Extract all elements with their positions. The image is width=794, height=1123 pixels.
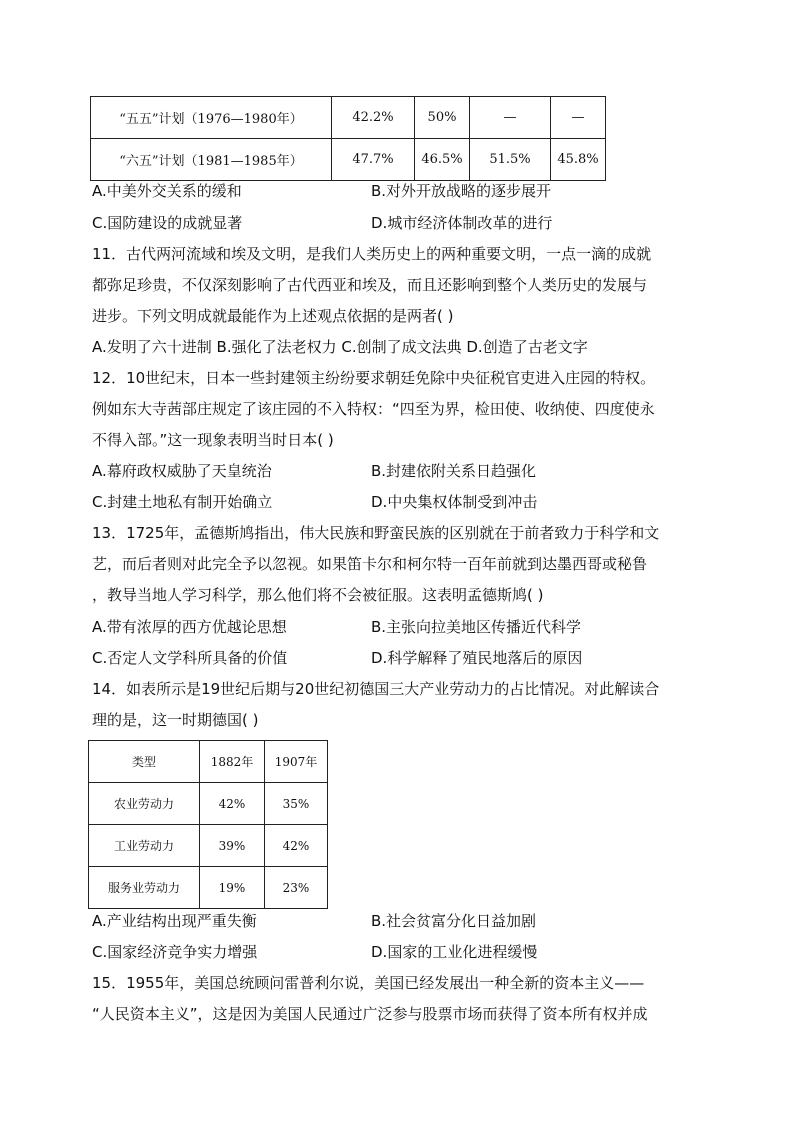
- q10-option-b: B.对外开放战略的逐步展开: [371, 182, 552, 200]
- table-cell: “六五”计划（1981—1985年）: [91, 139, 332, 181]
- q11-stem-line: 进步。下列文明成就最能作为上述观点依据的是两者( ): [92, 307, 454, 325]
- table-cell: 51.5%: [470, 139, 551, 181]
- q13-option-d: D.科学解释了殖民地落后的原因: [371, 649, 583, 667]
- q11-stem-line: 11．古代两河流域和埃及文明，是我们人类历史上的两种重要文明，一点一滴的成就: [92, 245, 652, 263]
- q14-option-d: D.国家的工业化进程缓慢: [371, 943, 538, 961]
- table-cell: —: [470, 97, 551, 139]
- q10-option-d: D.城市经济体制改革的进行: [371, 214, 553, 232]
- table-cell: 46.5%: [415, 139, 470, 181]
- table-cell: 42%: [265, 825, 328, 867]
- germany-labor-table: [88, 740, 328, 909]
- table-cell: 42.2%: [332, 97, 415, 139]
- q14-stem-line: 理的是，这一时期德国( ): [92, 711, 259, 729]
- table-header-row: [89, 741, 328, 783]
- table-cell: “五五”计划（1976—1980年）: [91, 97, 332, 139]
- table-cell: 50%: [415, 97, 470, 139]
- q13-option-b: B.主张向拉美地区传播近代科学: [371, 618, 582, 636]
- q13-option-a: A.带有浓厚的西方优越论思想: [92, 618, 287, 636]
- table-cell: 47.7%: [332, 139, 415, 181]
- table-row: [91, 97, 606, 139]
- table-cell: 工业劳动力: [89, 825, 200, 867]
- table-header-cell: 1907年: [265, 741, 328, 783]
- table-row: [89, 825, 328, 867]
- table-row: [89, 783, 328, 825]
- five-year-plan-table: [90, 96, 606, 181]
- q15-stem-line: “人民资本主义”，这是因为美国人民通过广泛参与股票市场而获得了资本所有权并成: [92, 1005, 648, 1023]
- q14-option-b: B.社会贫富分化日益加剧: [371, 912, 537, 930]
- table-cell: 服务业劳动力: [89, 867, 200, 909]
- q11-options: A.发明了六十进制 B.强化了法老权力 C.创制了成文法典 D.创造了古老文字: [92, 338, 588, 356]
- table-cell: 39%: [200, 825, 265, 867]
- q12-option-c: C.封建土地私有制开始确立: [92, 493, 273, 511]
- q14-option-c: C.国家经济竞争实力增强: [92, 943, 258, 961]
- q12-stem-line: 例如东大寺茜部庄规定了该庄园的不入特权：“四至为界，检田使、收纳使、四度使永: [92, 400, 655, 418]
- table-cell: 35%: [265, 783, 328, 825]
- table-cell: 农业劳动力: [89, 783, 200, 825]
- q13-stem-line: 艺，而后者则对此完全予以忽视。如果笛卡尔和柯尔特一百年前就到达墨西哥或秘鲁: [92, 555, 648, 573]
- table-cell: 42%: [200, 783, 265, 825]
- table-cell: 23%: [265, 867, 328, 909]
- table-cell: —: [551, 97, 606, 139]
- q13-stem-line: ，教导当地人学习科学，那么他们将不会被征服。这表明孟德斯鸠( ): [92, 586, 544, 604]
- q11-stem-line: 都弥足珍贵，不仅深刻影响了古代西亚和埃及，而且还影响到整个人类历史的发展与: [92, 276, 648, 294]
- table-cell: 19%: [200, 867, 265, 909]
- q14-stem-line: 14．如表所示是19世纪后期与20世纪初德国三大产业劳动力的占比情况。对此解读合: [92, 680, 660, 698]
- table-header-cell: 1882年: [200, 741, 265, 783]
- q10-option-a: A.中美外交关系的缓和: [92, 182, 242, 200]
- table-header-cell: 类型: [89, 741, 200, 783]
- table-row: [89, 867, 328, 909]
- q13-option-c: C.否定人文学科所具备的价值: [92, 649, 288, 667]
- table-cell: 45.8%: [551, 139, 606, 181]
- q10-option-c: C.国防建设的成就显著: [92, 214, 243, 232]
- q12-stem-line: 12．10世纪末，日本一些封建领主纷纷要求朝廷免除中央征税官吏进入庄园的特权。: [92, 369, 656, 387]
- q12-option-a: A.幕府政权威胁了天皇统治: [92, 462, 272, 480]
- q13-stem-line: 13．1725年，孟德斯鸠指出，伟大民族和野蛮民族的区别就在于前者致力于科学和文: [92, 524, 660, 542]
- q12-option-d: D.中央集权体制受到冲击: [371, 493, 538, 511]
- q12-stem-line: 不得入部。”这一现象表明当时日本( ): [92, 431, 334, 449]
- q14-option-a: A.产业结构出现严重失衡: [92, 912, 257, 930]
- q12-option-b: B.封建依附关系日趋强化: [371, 462, 537, 480]
- table-row: [91, 139, 606, 181]
- q15-stem-line: 15．1955年，美国总统顾问雷普利尔说，美国已经发展出一种全新的资本主义——: [92, 974, 645, 992]
